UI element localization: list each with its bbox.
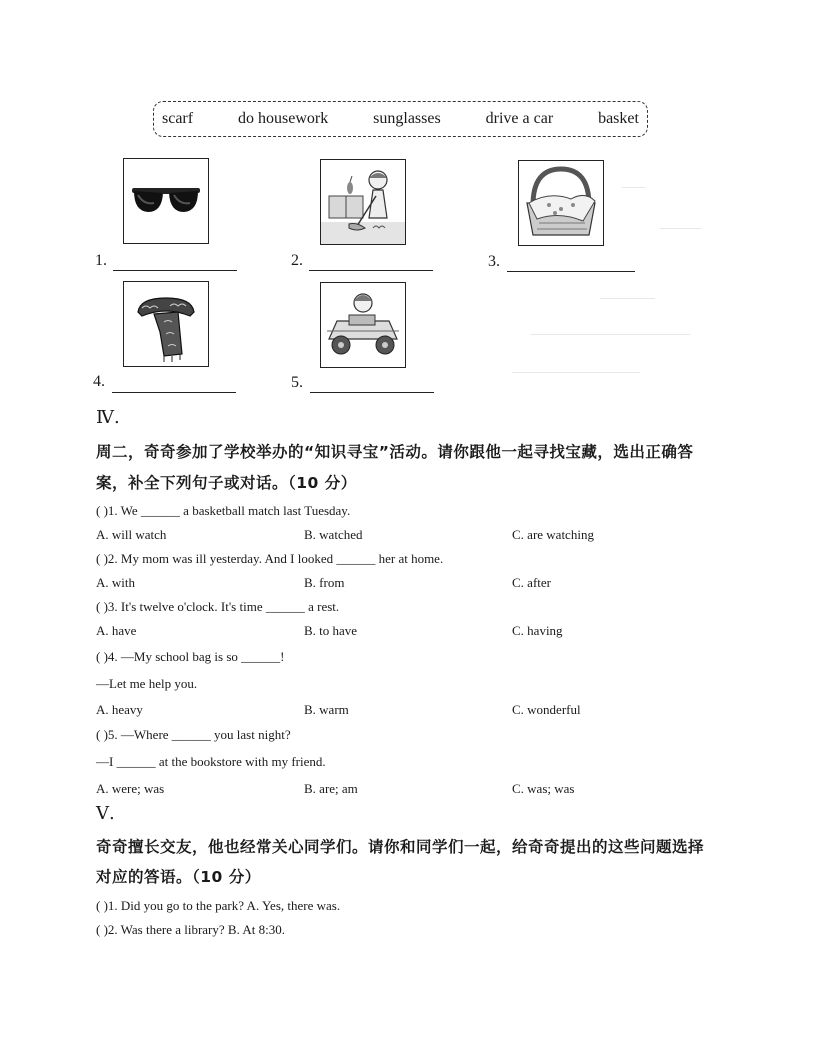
word-bank-box xyxy=(153,101,648,137)
matching-item: ( )1. Did you go to the park? A. Yes, there was. xyxy=(96,898,341,913)
blank-number: 5. xyxy=(291,374,303,391)
option-a[interactable]: A. will watch xyxy=(96,527,167,542)
option-a[interactable]: A. were; was xyxy=(96,781,165,796)
basket-icon xyxy=(519,161,603,245)
question-stem: ( )4. —My school bag is so ______! xyxy=(96,649,285,664)
section-instruction: 案，补全下列句子或对话。（10 分） xyxy=(96,474,357,492)
answer-blank-5[interactable] xyxy=(310,391,434,393)
option-c[interactable]: C. wonderful xyxy=(512,702,581,717)
scarf-icon xyxy=(124,282,208,366)
option-b[interactable]: B. to have xyxy=(304,623,358,638)
option-b[interactable]: B. watched xyxy=(304,527,363,542)
question-stem: ( )3. It's twelve o'clock. It's time ______ a rest. xyxy=(96,599,340,614)
option-b[interactable]: B. from xyxy=(304,575,345,590)
matching-item: ( )2. Was there a library? B. At 8:30. xyxy=(96,922,285,937)
section-heading: Ⅴ. xyxy=(96,803,115,824)
drive-car-picture xyxy=(320,282,406,368)
answer-blank-4[interactable] xyxy=(112,391,236,393)
section-instruction: 周二，奇奇参加了学校举办的“知识寻宝”活动。请你跟他一起寻找宝藏，选出正确答 xyxy=(96,443,694,461)
option-a[interactable]: A. have xyxy=(96,623,137,638)
word-bank-item: sunglasses xyxy=(373,110,441,127)
blank-number: 3. xyxy=(488,253,500,270)
option-b[interactable]: B. are; am xyxy=(304,781,358,796)
option-c[interactable]: C. having xyxy=(512,623,563,638)
question-dialogue: —Let me help you. xyxy=(96,676,198,691)
blank-number: 4. xyxy=(93,373,105,390)
option-c[interactable]: C. are watching xyxy=(512,527,594,542)
section-instruction: 对应的答语。（10 分） xyxy=(96,868,261,886)
housework-picture xyxy=(320,159,406,245)
basket-picture xyxy=(518,160,604,246)
word-bank-item: do housework xyxy=(238,110,329,127)
answer-blank-1[interactable] xyxy=(113,269,237,271)
option-c[interactable]: C. after xyxy=(512,575,551,590)
option-a[interactable]: A. with xyxy=(96,575,135,590)
question-dialogue: —I ______ at the bookstore with my friend. xyxy=(96,754,326,769)
housework-icon xyxy=(321,160,405,244)
option-a[interactable]: A. heavy xyxy=(96,702,143,717)
question-stem: ( )5. —Where ______ you last night? xyxy=(96,727,291,742)
blank-number: 2. xyxy=(291,252,303,269)
sunglasses-picture xyxy=(123,158,209,244)
answer-blank-2[interactable] xyxy=(309,269,433,271)
section-instruction: 奇奇擅长交友，他也经常关心同学们。请你和同学们一起，给奇奇提出的这些问题选择 xyxy=(96,838,705,856)
word-bank-item: drive a car xyxy=(485,110,554,127)
blank-number: 1. xyxy=(95,252,107,269)
option-c[interactable]: C. was; was xyxy=(512,781,575,796)
option-b[interactable]: B. warm xyxy=(304,702,349,717)
scarf-picture xyxy=(123,281,209,367)
answer-blank-3[interactable] xyxy=(507,270,635,272)
question-stem: ( )1. We ______ a basketball match last Tuesday. xyxy=(96,503,351,518)
sunglasses-icon xyxy=(124,159,208,243)
word-bank-item: scarf xyxy=(162,110,194,127)
section-heading: Ⅳ. xyxy=(96,407,120,428)
word-bank-item: basket xyxy=(598,110,639,127)
drive-car-icon xyxy=(321,283,405,367)
question-stem: ( )2. My mom was ill yesterday. And I looked ______ her at home. xyxy=(96,551,444,566)
